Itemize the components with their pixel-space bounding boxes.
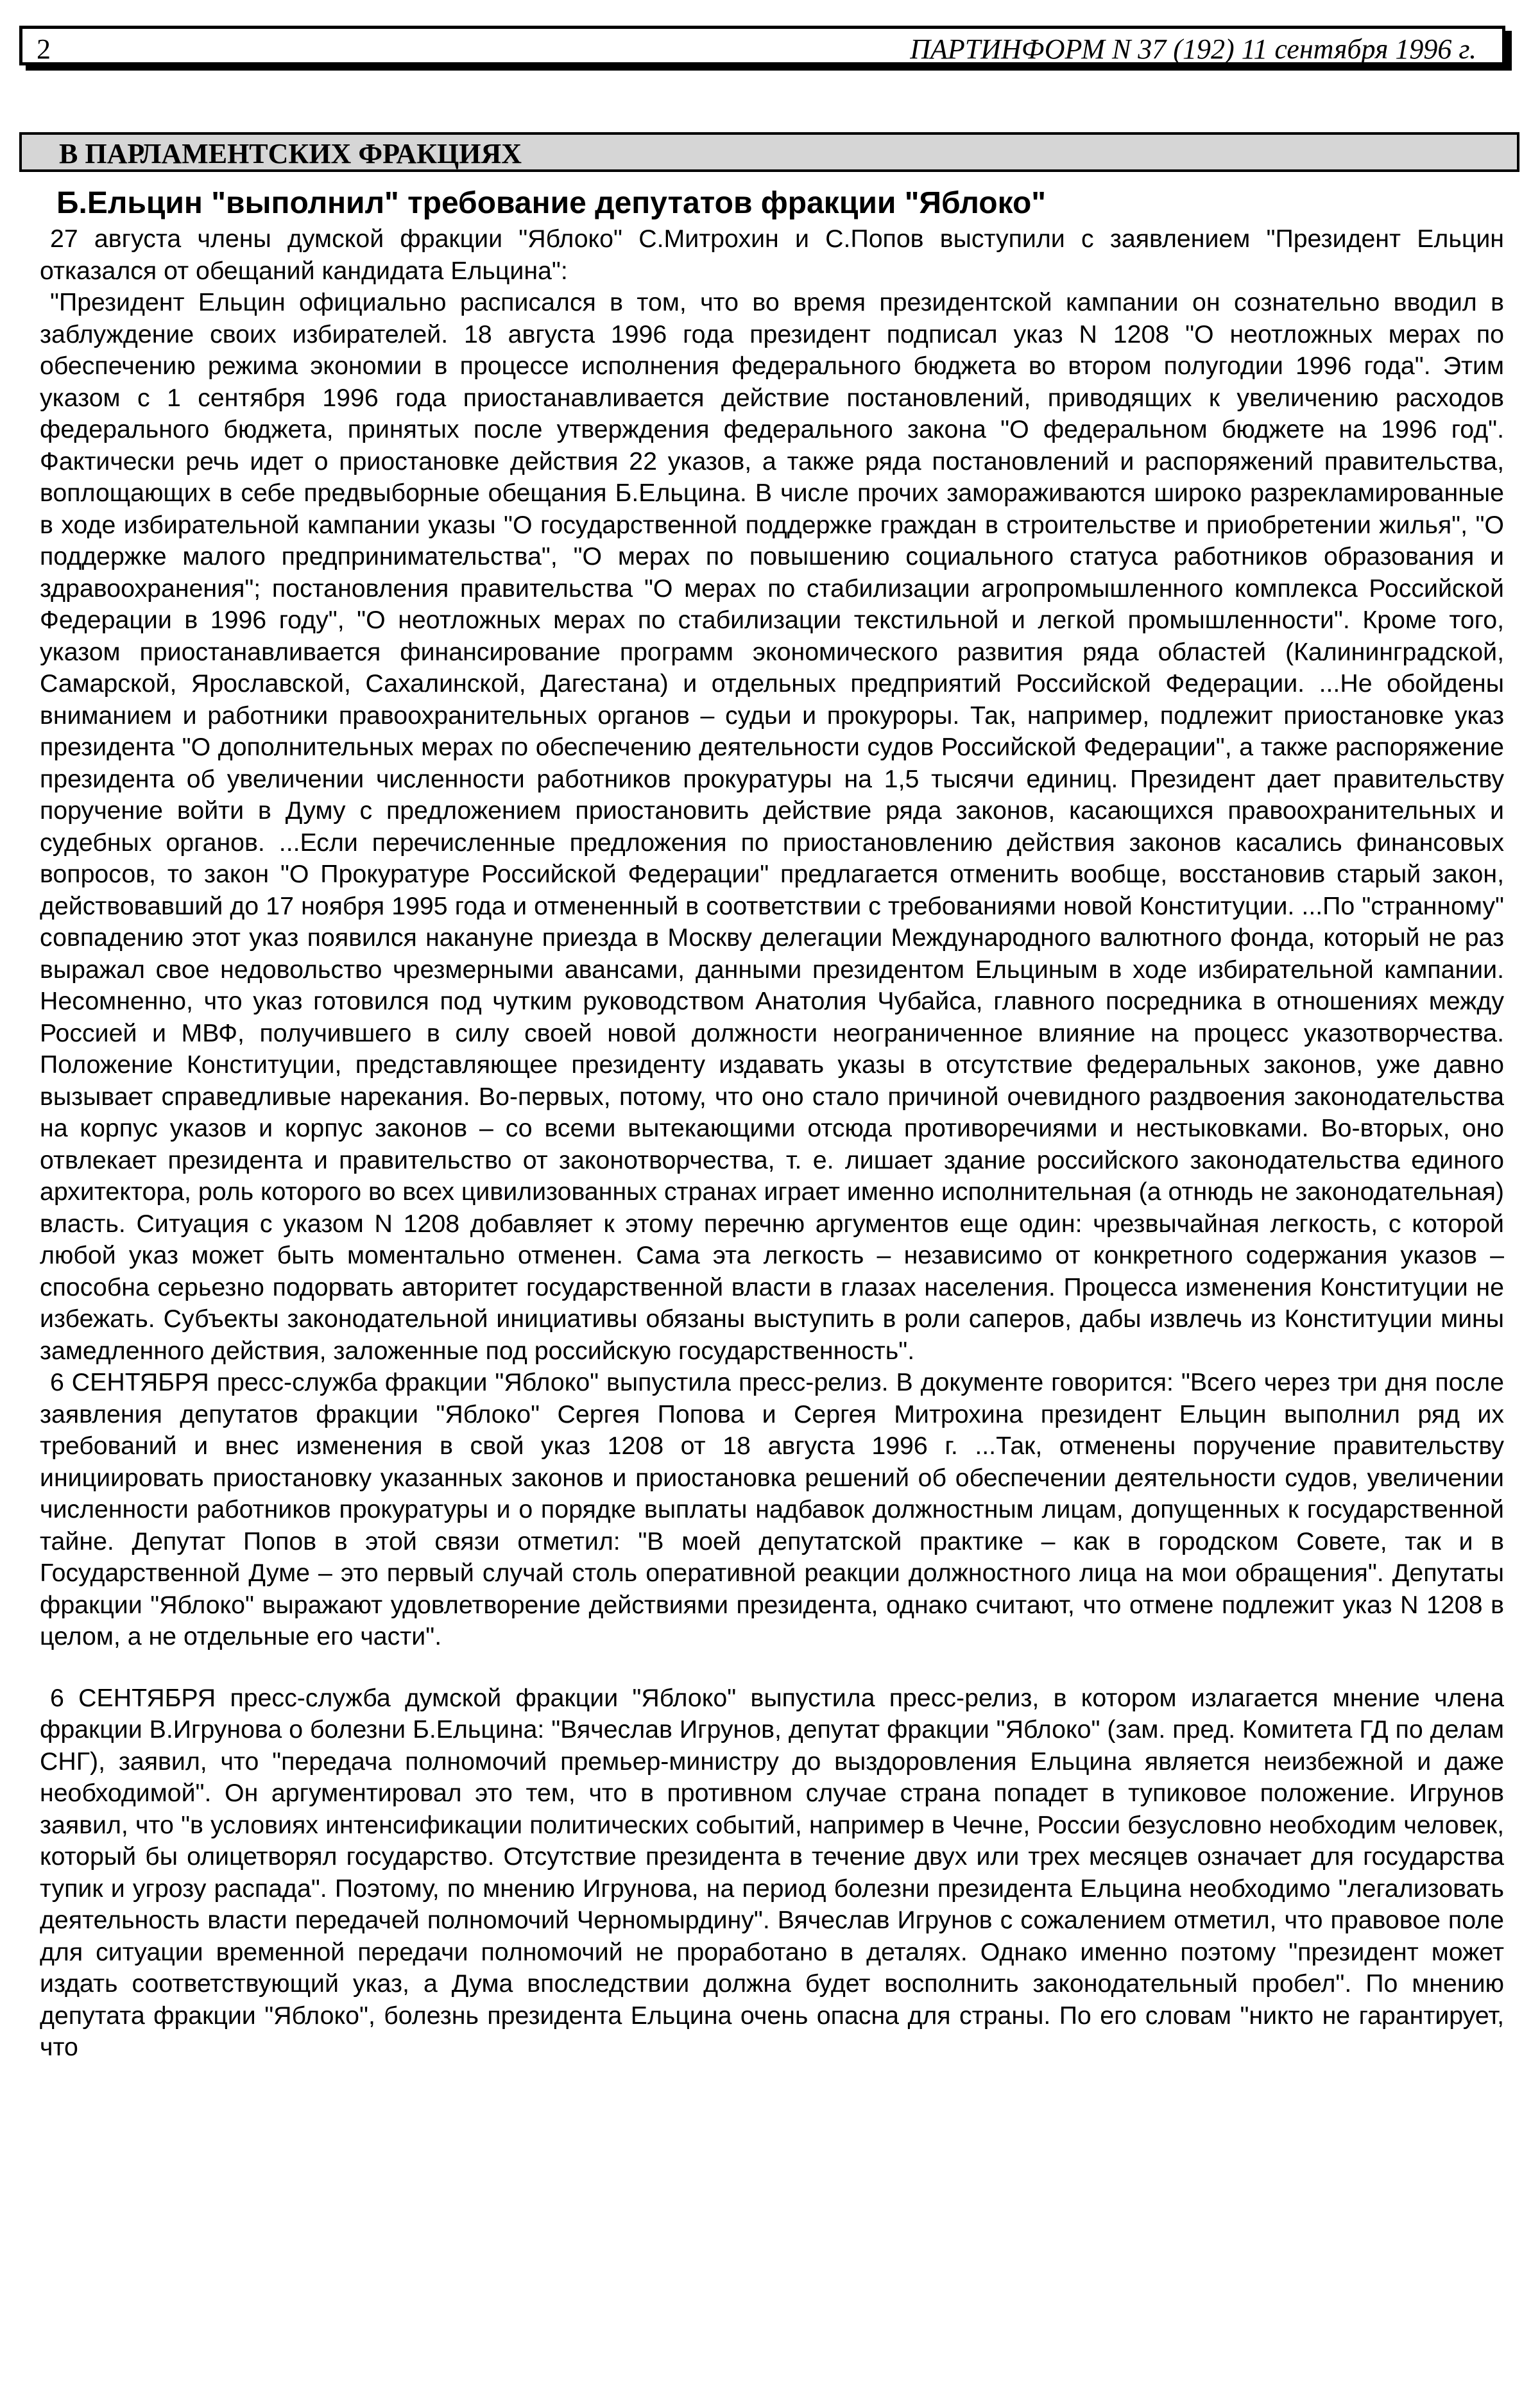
article-paragraph: 27 августа члены думской фракции "Яблоко" С.Митрохин и С.Попов выступили с заявлением "Президент Ельцин отказался от обещаний кандидата Ельцина": [40,225,1504,285]
article-paragraph: 6 СЕНТЯБРЯ пресс-служба фракции "Яблоко" выпустила пресс-релиз. В документе говорится: "Всего через три дня после заявления депутатов фракции "Яблоко" Сергея Попова и Сергея Митрохина президент Ельцин выполнил ряд их требований и внес изменения в свой указ 1208 от 18 августа 1996 г. ...Так, отменены поручение правительству инициировать приостановку указанных законов и приостановка решений об обеспечении деятельности судов, увеличении численности работников прокуратуры и о порядке выплаты надбавок должностным лицам, допущенных к государственной тайне. Депутат Попов в этой связи отметил: "В моей депутатской практике – как в городском Совете, так и в Государственной Думе – это первый случай столь оперативной реакции должностного лица на мои обращения". Депутаты фракции "Яблоко" выражают удовлетворение действиями президента, однако считают, что отмене подлежит указ N 1208 в целом, а не отдельные его части". [40,1368,1504,1650]
page-header [19,26,1505,65]
article [40,186,1504,2064]
section-title: В ПАРЛАМЕНТСКИХ ФРАКЦИЯХ [59,138,522,169]
article-paragraph: "Президент Ельцин официально расписался в том, что во время президентской кампании он сознательно вводил в заблуждение своих избирателей. 18 августа 1996 года президент подписал указ N 1208 "О неотложных мерах по обеспечению режима экономии в процессе исполнения федерального бюджета во втором полугодии 1996 года". Этим указом с 1 сентября 1996 года приостанавливается действие постановлений, приводящих к увеличению расходов федерального бюджета, принятых после утверждения федерального закона "О федеральном бюджете на 1996 год". Фактически речь идет о приостановке действия 22 указов, а также ряда постановлений и распоряжений правительства, воплощающих в себе предвыборные обещания Б.Ельцина. В числе прочих замораживаются широко разрекламированные в ходе избирательной кампании указы "О государственной поддержке граждан в строительстве и приобретении жилья", "О поддержке малого предпринимательства", "О мерах по повышению социального статуса работников образования и здравоохранения"; постановления правительства "О мерах по стабилизации агропромышленного комплекса Российской Федерации в 1996 году", "О неотложных мерах по стабилизации текстильной и легкой промышленности". Кроме того, указом приостанавливается финансирование программ экономического развития ряда областей (Калининградской, Самарской, Ярославской, Сахалинской, Дагестана) и отдельных предприятий Российской Федерации. ...Не обойдены вниманием и работники правоохранительных органов – судьи и прокуроры. Так, например, подлежит приостановке указ президента "О дополнительных мерах по обеспечению деятельности судов Российской Федерации", а также распоряжение президента об увеличении численности работников прокуратуры на 1,5 тысячи единиц. Президент дает правительству поручение войти в Думу с предложением приостановить действие ряда законов, касающихся правоохранительных и судебных органов. ...Если перечисленные предложения по приостановлению действия законов касались финансовых вопросов, то закон "О Прокуратуре Российской Федерации" предлагается отменить вообще, восстановив старый закон, действовавший до 17 ноября 1995 года и отмененный в соответствии с требованиями новой Конституции. ...По "странному" совпадению этот указ появился накануне приезда в Москву делегации Международного валютного фонда, который не раз выражал свое недовольство чрезмерными авансами, данными президентом Ельциным в ходе избирательной кампании. Несомненно, что указ готовился под чутким руководством Анатолия Чубайса, главного посредника в отношениях между Россией и МВФ, получившего в силу своей новой должности неограниченное влияние на процесс указотворчества. Положение Конституции, представляющее президенту издавать указы в отсутствие федеральных законов, уже давно вызывает справедливые нарекания. Во-первых, потому, что оно стало причиной очевидного раздвоения законодательства на корпус указов и корпус законов – со всеми вытекающими отсюда противоречиями и нестыковками. Во-вторых, оно отвлекает президента и правительство от законотворчества, т. е. лишает здание российского законодательства единого архитектора, роль которого во всех цивилизованных странах играет именно исполнительная (а отнюдь не законодательная) власть. Ситуация с указом N 1208 добавляет к этому перечню аргументов еще один: чрезвычайная легкость, с которой любой указ может быть моментально отменен. Сама эта легкость – независимо от конкретного содержания указов – способна серьезно подорвать авторитет государственной власти в глазах населения. Процесса изменения Конституции не избежать. Субъекты законодательной инициативы обязаны выступить в роли саперов, дабы извлечь из Конституции мины замедленного действия, заложенные под российскую государственность". [40,288,1505,1365]
page-number: 2 [37,33,51,65]
article-paragraph: 6 СЕНТЯБРЯ пресс-служба думской фракции "Яблоко" выпустила пресс-релиз, в котором излагается мнение члена фракции В.Игрунова о болезни Б.Ельцина: "Вячеслав Игрунов, депутат фракции "Яблоко" (зам. пред. Комитета ГД по делам СНГ), заявил, что "передача полномочий премьер-министру до выздоровления Ельцина является неизбежной и даже необходимой". Он аргументировал это тем, что в противном случае страна попадет в тупиковое положение. Игрунов заявил, что "в условиях интенсификации политических событий, например в Чечне, России безусловно необходим человек, который бы олицетворял государство. Отсутствие президента в течение двух или трех месяцев означает для государства тупик и угрозу распада". Поэтому, по мнению Игрунова, на период болезни президента Ельцина необходимо "легализовать деятельность власти передачей полномочий Черномырдину". Вячеслав Игрунов с сожалением отметил, что правовое поле для ситуации временной передачи полномочий не проработано в деталях. Однако именно поэтому "президент может издать соответствующий указ, а Дума впоследствии должна будет восполнить законодательный пробел". По мнению депутата фракции "Яблоко", болезнь президента Ельцина очень опасна для страны. По его словам "никто не гарантирует, что [40,1683,1504,2061]
section-banner [19,132,1519,172]
paragraph-gap [40,1653,1504,1683]
issue-info: ПАРТИНФОРМ N 37 (192) 11 сентября 1996 г. [910,33,1476,65]
article-title: Б.Ельцин "выполнил" требование депутатов фракции "Яблоко" [56,186,1047,220]
